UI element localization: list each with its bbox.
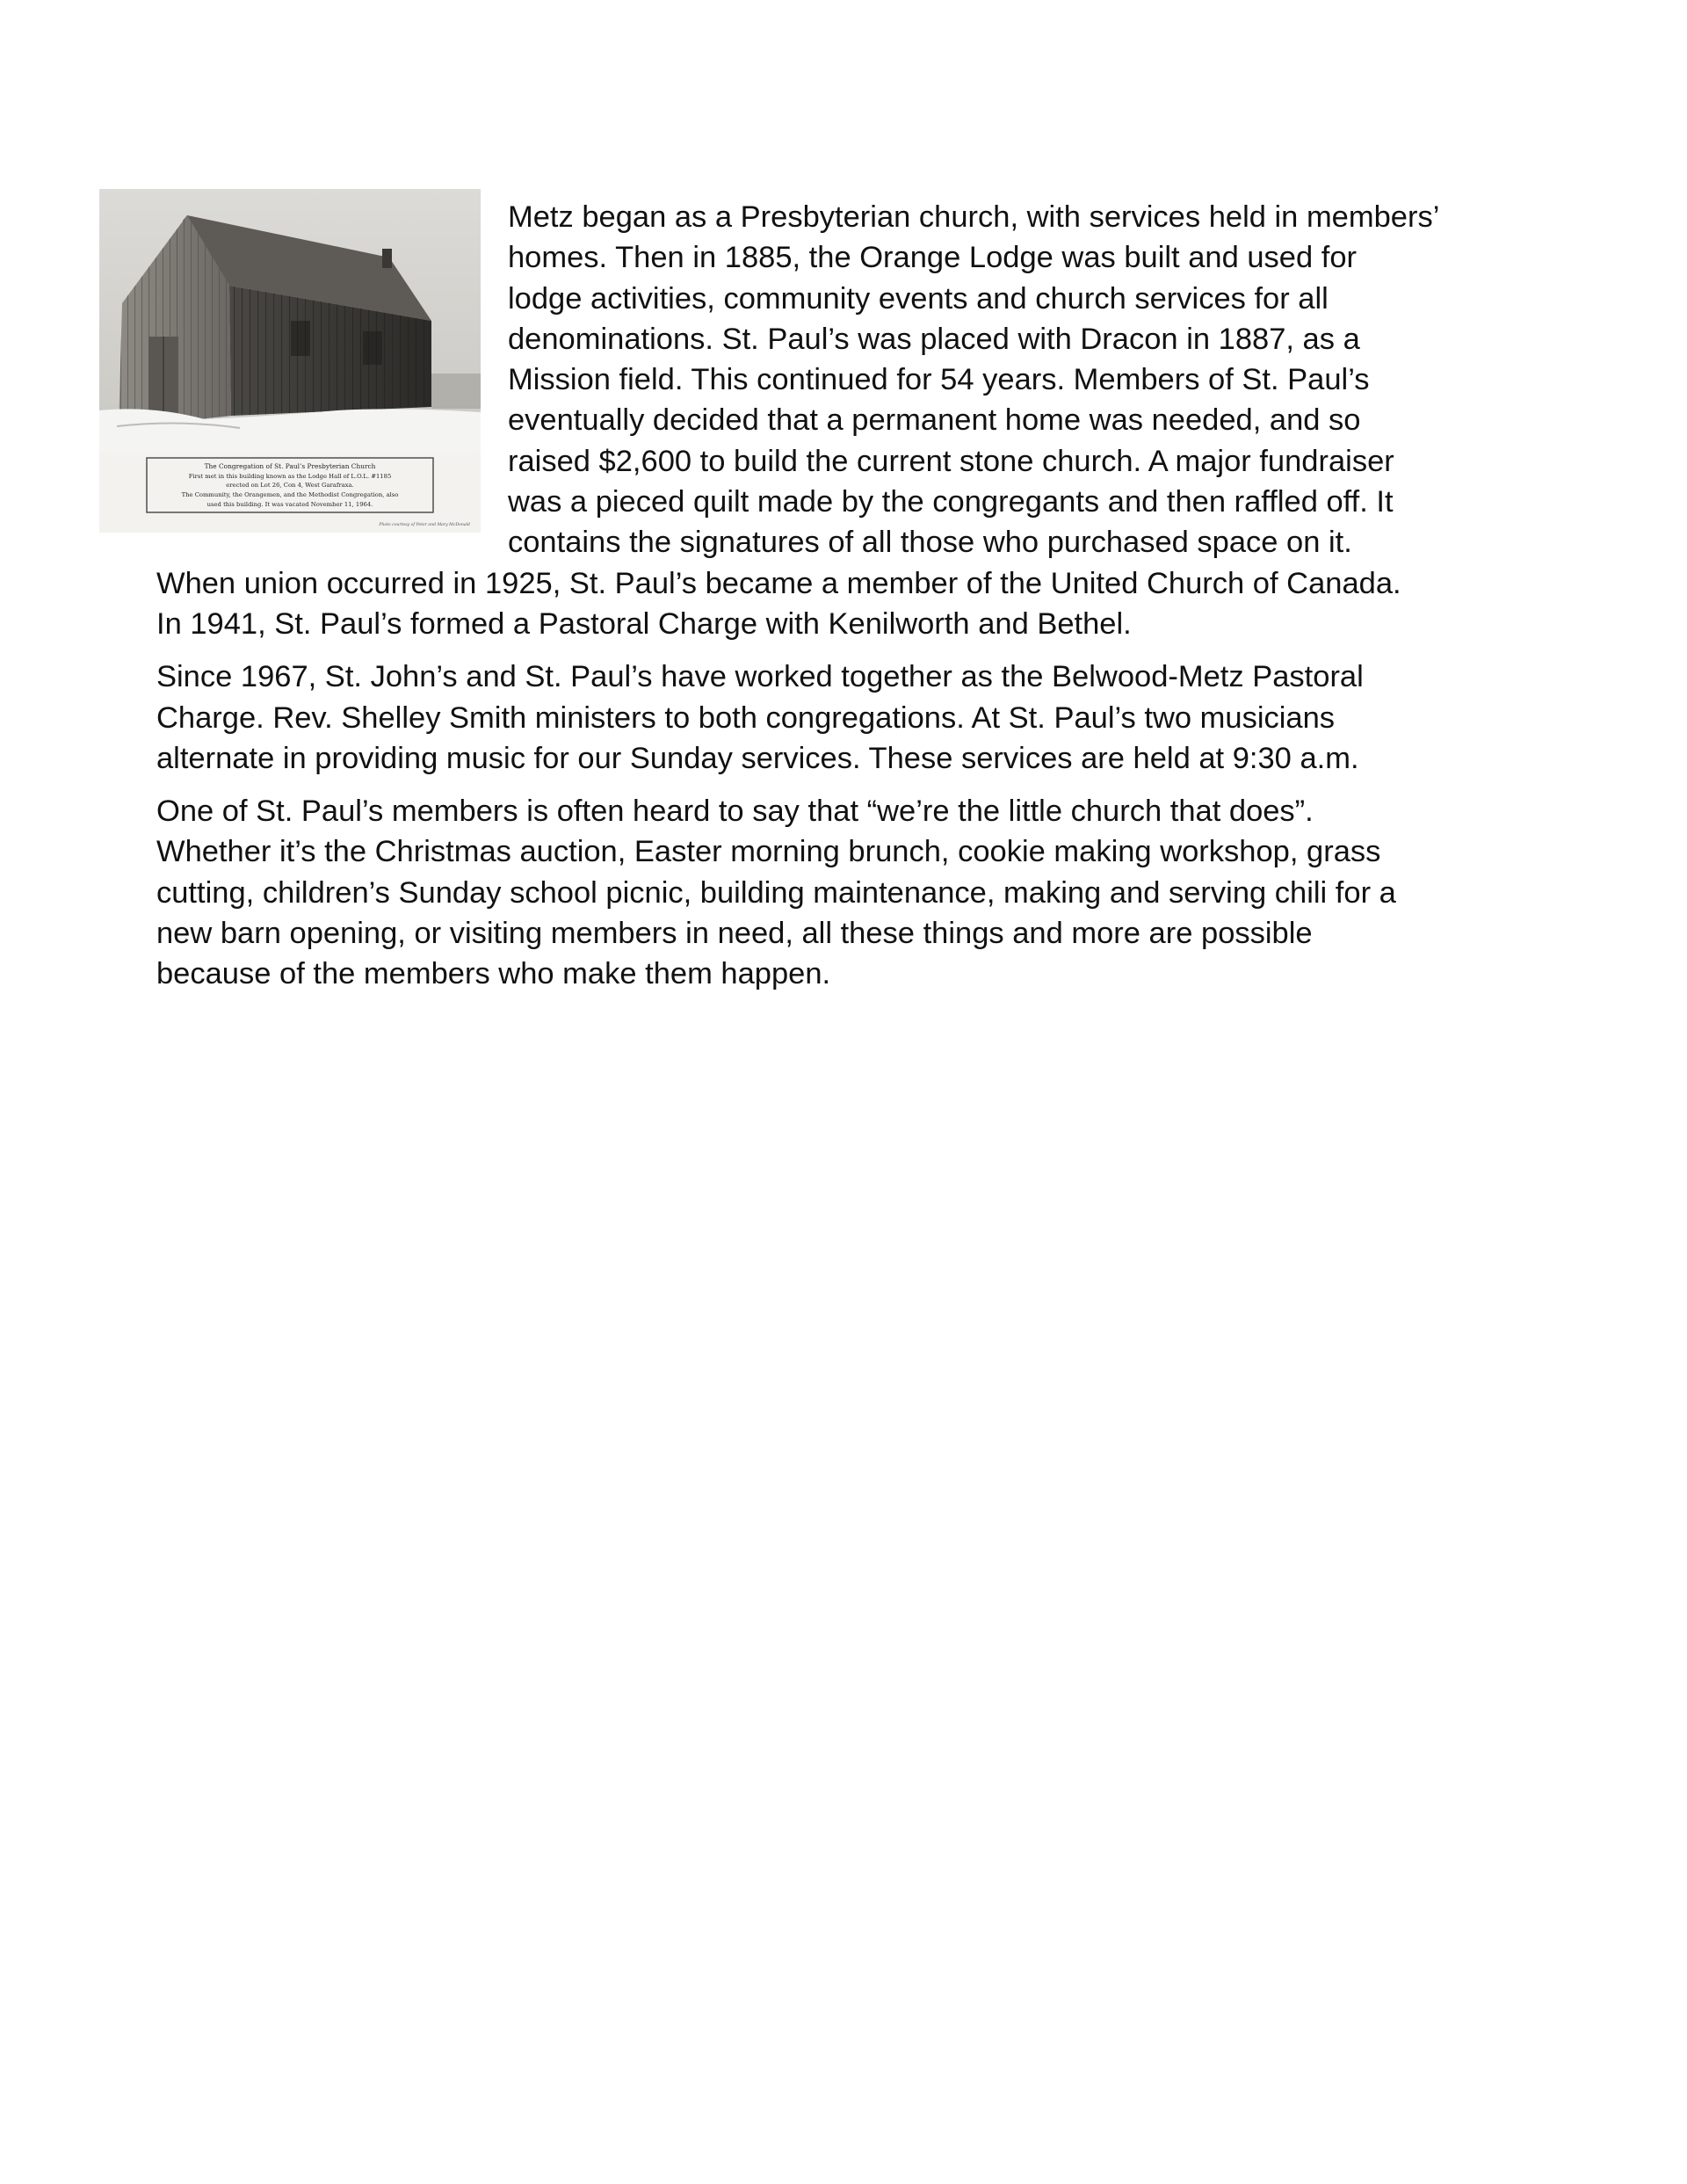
- paragraph-history: [156, 197, 1527, 644]
- text-line: contains the signatures of all those who purchased space on it.: [508, 526, 1352, 560]
- paragraph-little-church: [156, 791, 1527, 994]
- paragraph-pastoral-charge: [156, 657, 1527, 779]
- text-line: because of the members who make them happen.: [156, 957, 831, 991]
- text-line: Metz began as a Presbyterian church, with services held in members’: [508, 200, 1440, 234]
- text-line: new barn opening, or visiting members in need, all these things and more are possible: [156, 917, 1313, 951]
- photo-credit: Photo courtesy of Peter and Mary McDonald: [379, 523, 470, 527]
- text-line: denominations. St. Paul’s was placed with Dracon in 1887, as a: [508, 322, 1360, 356]
- text-line: Mission field. This continued for 54 years. Members of St. Paul’s: [508, 363, 1370, 397]
- caption-line: erected on Lot 26, Con 4, West Garafraxa.: [226, 482, 354, 489]
- caption-line: The Congregation of St. Paul’s Presbyterian Church: [204, 462, 376, 470]
- text-line: raised $2,600 to build the current stone church. A major fundraiser: [508, 444, 1394, 478]
- caption-line: The Community, the Orangemen, and the Methodist Congregation, also: [181, 491, 399, 498]
- text-line: In 1941, St. Paul’s formed a Pastoral Charge with Kenilworth and Bethel.: [156, 606, 1132, 641]
- wrapped-intro: [508, 197, 1527, 563]
- text-line: was a pieced quilt made by the congregants and then raffled off. It: [508, 485, 1394, 519]
- article-body: [156, 197, 1527, 995]
- text-line: One of St. Paul’s members is often heard to say that “we’re the little church that does”.: [156, 795, 1314, 829]
- text-line: When union occurred in 1925, St. Paul’s became a member of the United Church of Canada.: [156, 566, 1401, 600]
- text-line: cutting, children’s Sunday school picnic, building maintenance, making and serving chili for a: [156, 875, 1396, 910]
- caption-line: First met in this building known as the Lodge Hall of L.O.L. #1185: [188, 473, 392, 480]
- text-line: alternate in providing music for our Sunday services. These services are held at 9:30 a.m.: [156, 741, 1359, 775]
- text-line: lodge activities, community events and church services for all: [508, 281, 1329, 316]
- text-line: Since 1967, St. John’s and St. Paul’s have worked together as the Belwood-Metz Pastoral: [156, 660, 1364, 694]
- text-line: eventually decided that a permanent home was needed, and so: [508, 403, 1361, 438]
- text-line: Charge. Rev. Shelley Smith ministers to both congregations. At St. Paul’s two musicians: [156, 700, 1336, 735]
- text-line: Whether it’s the Christmas auction, Easter morning brunch, cookie making workshop, grass: [156, 835, 1381, 869]
- caption-line: used this building. It was vacated November 11, 1964.: [206, 501, 373, 508]
- text-line: homes. Then in 1885, the Orange Lodge was built and used for: [508, 241, 1358, 275]
